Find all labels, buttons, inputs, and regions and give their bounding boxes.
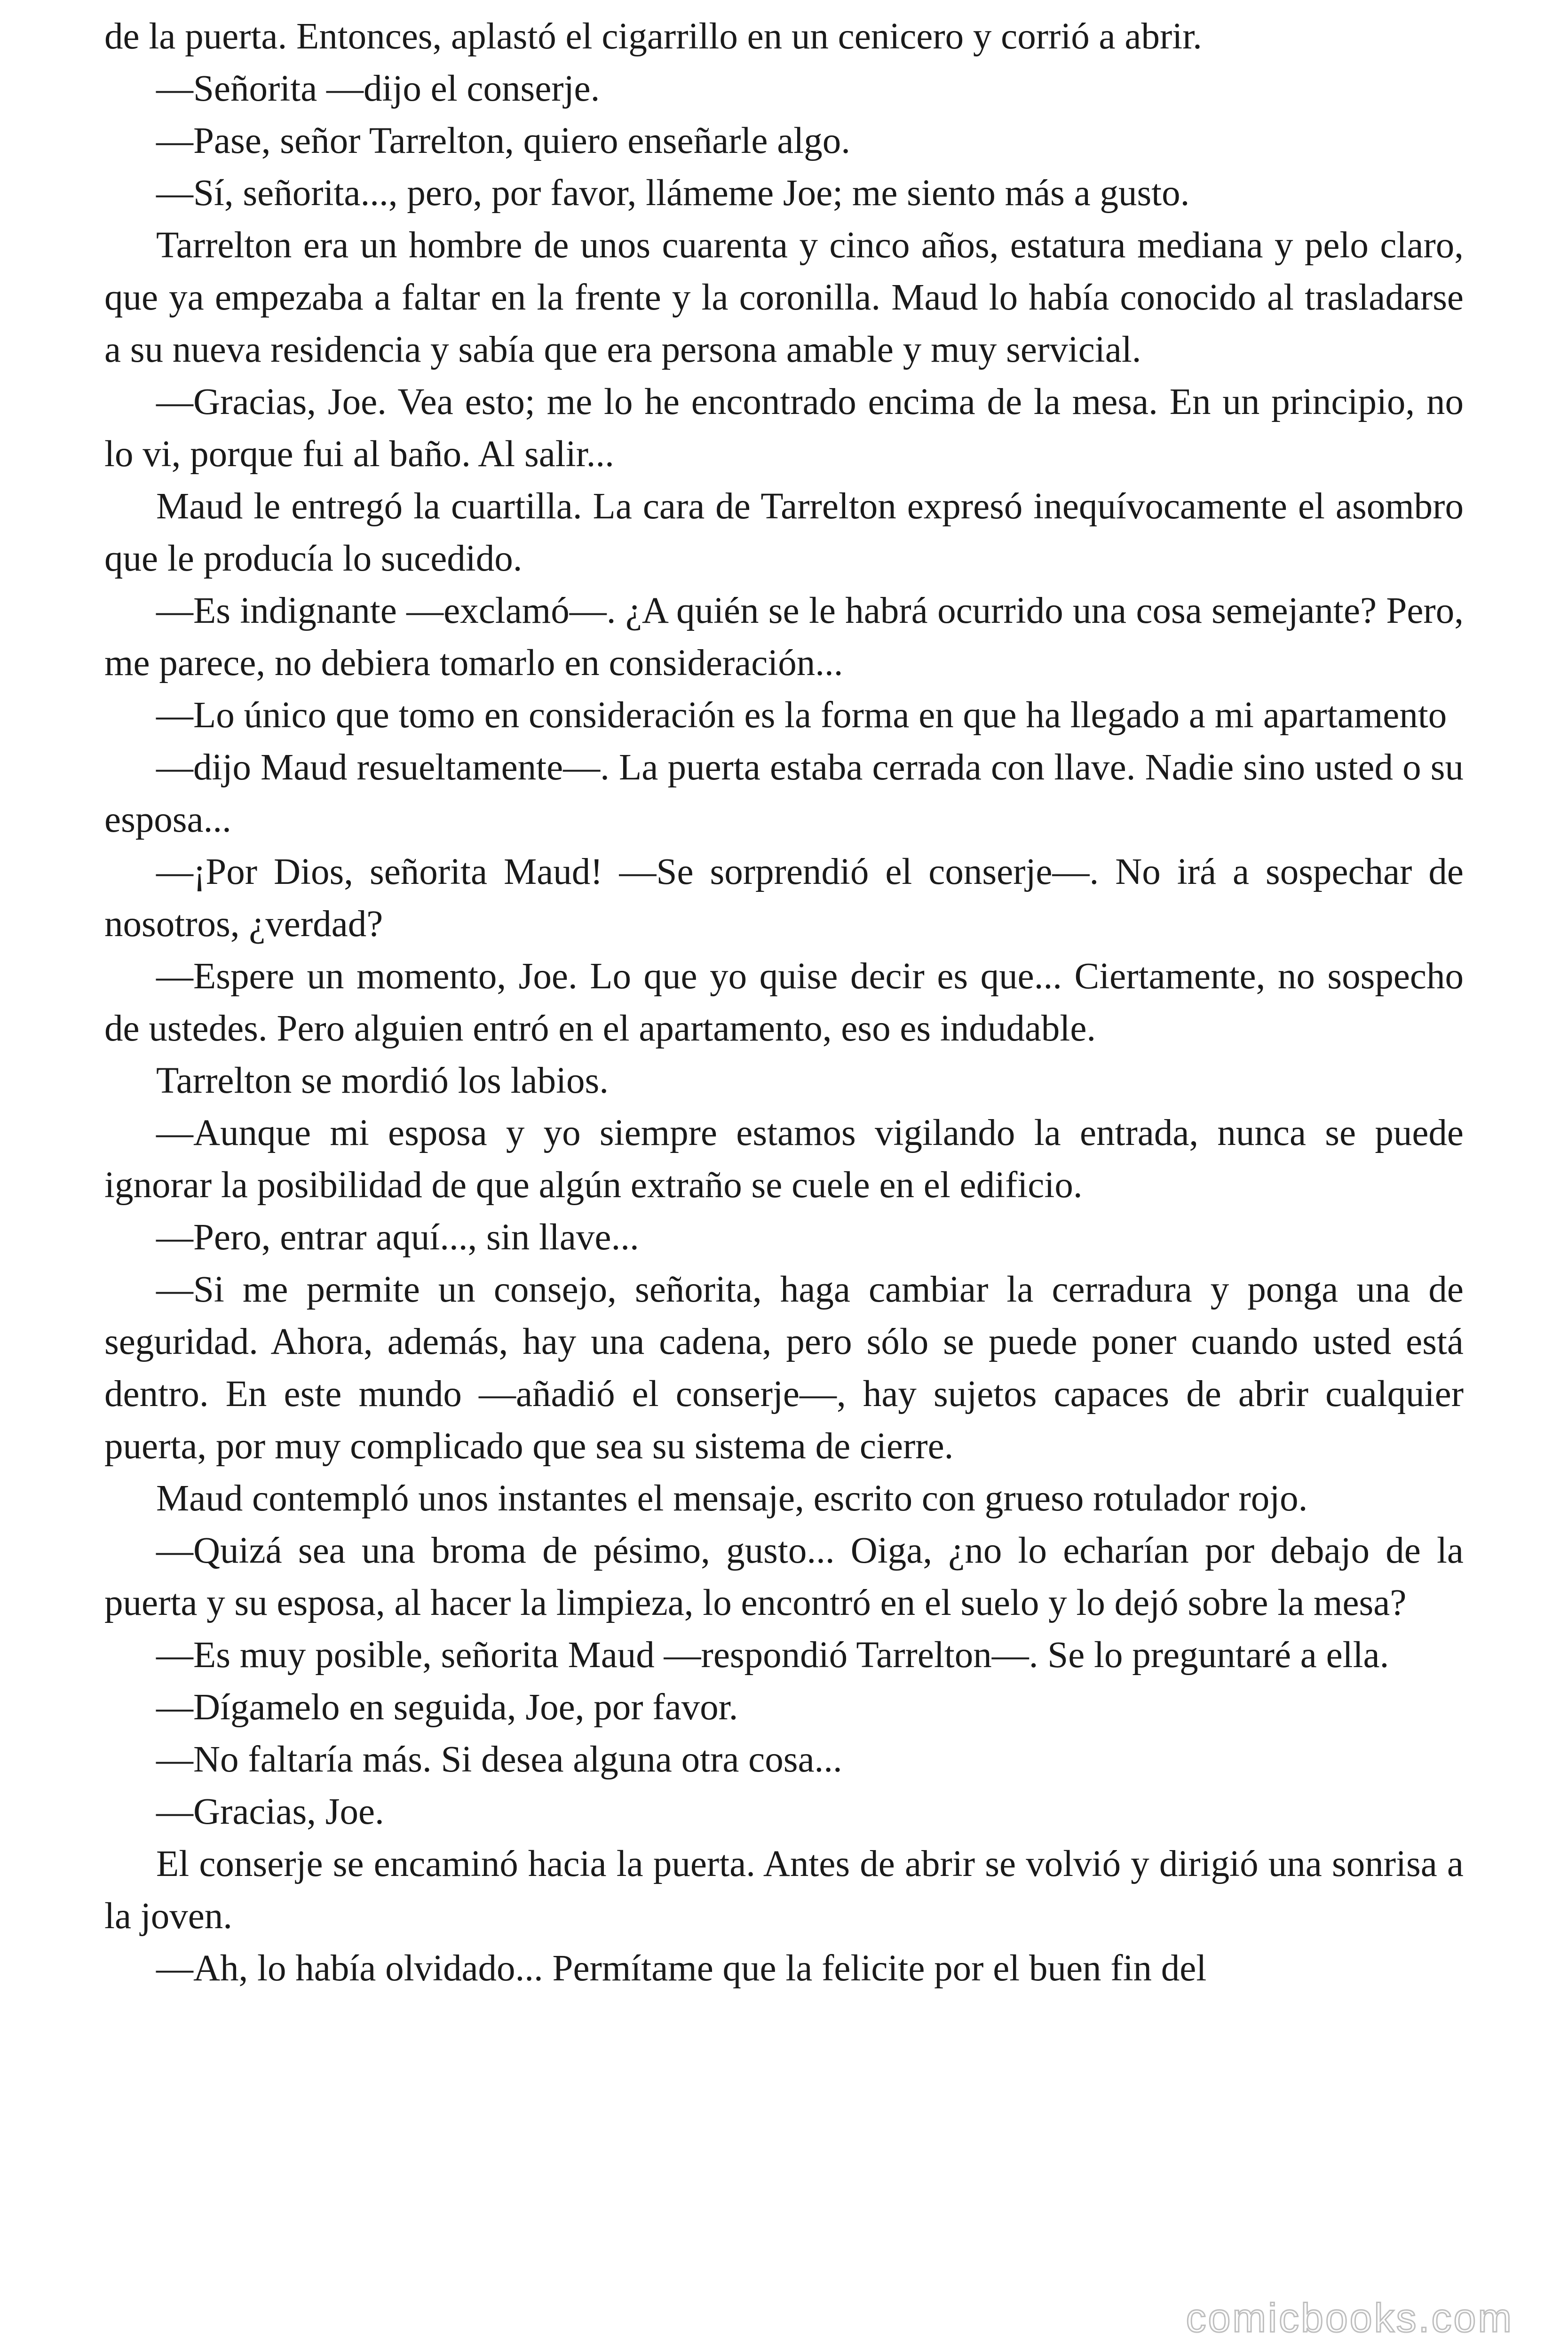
paragraph: —Gracias, Joe. xyxy=(156,1791,384,1832)
paragraph: Maud le entregó la cuartilla. La cara de Tarrelton expresó inequívocamente el asombro que le producía lo sucedido. xyxy=(104,486,1464,579)
paragraph: —Pase, señor Tarrelton, quiero enseñarle algo. xyxy=(156,120,850,161)
paragraph: —Lo único que tomo en consideración es la forma en que ha llegado a mi apartamento xyxy=(156,695,1447,736)
paragraph: —Pero, entrar aquí..., sin llave... xyxy=(156,1217,639,1258)
paragraph: —Si me permite un consejo, señorita, haga cambiar la cerradura y ponga una de seguridad. Ahora, además, hay una cadena, pero sólo se puede poner cuando usted está dentro. En este mundo —añadió el conserje—, hay sujetos capaces de abrir cualquier puerta, por muy complicado que sea su sistema de cierre. xyxy=(104,1269,1464,1467)
paragraph: —Es indignante —exclamó—. ¿A quién se le habrá ocurrido una cosa semejante? Pero, me parece, no debiera tomarlo en consideración... xyxy=(104,590,1464,683)
paragraph: Tarrelton era un hombre de unos cuarenta y cinco años, estatura mediana y pelo claro, que ya empezaba a faltar en la frente y la coronilla. Maud lo había conocido al trasladarse a su nueva residencia y sabía que era persona amable y muy servicial. xyxy=(104,225,1464,370)
paragraph: —dijo Maud resueltamente—. La puerta estaba cerrada con llave. Nadie sino usted o su esposa... xyxy=(104,747,1464,840)
paragraph: —Aunque mi esposa y yo siempre estamos vigilando la entrada, nunca se puede ignorar la posibilidad de que algún extraño se cuele en el edificio. xyxy=(104,1112,1464,1206)
paragraph: de la puerta. Entonces, aplastó el cigarrillo en un cenicero y corrió a abrir. xyxy=(104,16,1202,57)
paragraph: —Quizá sea una broma de pésimo, gusto... Oiga, ¿no lo echarían por debajo de la puerta y su esposa, al hacer la limpieza, lo encontró en el suelo y lo dejó sobre la mesa? xyxy=(104,1530,1464,1623)
paragraph: —Gracias, Joe. Vea esto; me lo he encontrado encima de la mesa. En un principio, no lo vi, porque fui al baño. Al salir... xyxy=(104,381,1464,475)
watermark: comicbooks.com xyxy=(1186,2296,1513,2341)
paragraph: —No faltaría más. Si desea alguna otra cosa... xyxy=(156,1739,842,1780)
page-body xyxy=(104,10,1464,1994)
paragraph: Maud contempló unos instantes el mensaje, escrito con grueso rotulador rojo. xyxy=(156,1478,1308,1519)
paragraph: El conserje se encaminó hacia la puerta. Antes de abrir se volvió y dirigió una sonrisa a la joven. xyxy=(104,1843,1464,1937)
paragraph: —¡Por Dios, señorita Maud! —Se sorprendió el conserje—. No irá a sospechar de nosotros, ¿verdad? xyxy=(104,851,1464,945)
paragraph: —Ah, lo había olvidado... Permítame que la felicite por el buen fin del xyxy=(156,1948,1207,1989)
paragraph: —Señorita —dijo el conserje. xyxy=(156,68,600,109)
paragraph: Tarrelton se mordió los labios. xyxy=(156,1060,609,1101)
paragraph: —Es muy posible, señorita Maud —respondió Tarrelton—. Se lo preguntaré a ella. xyxy=(156,1635,1389,1676)
paragraph: —Sí, señorita..., pero, por favor, llámeme Joe; me siento más a gusto. xyxy=(156,173,1190,214)
paragraph: —Dígamelo en seguida, Joe, por favor. xyxy=(156,1687,738,1728)
paragraph: —Espere un momento, Joe. Lo que yo quise decir es que... Ciertamente, no sospecho de ustedes. Pero alguien entró en el apartamento, eso es indudable. xyxy=(104,956,1464,1049)
